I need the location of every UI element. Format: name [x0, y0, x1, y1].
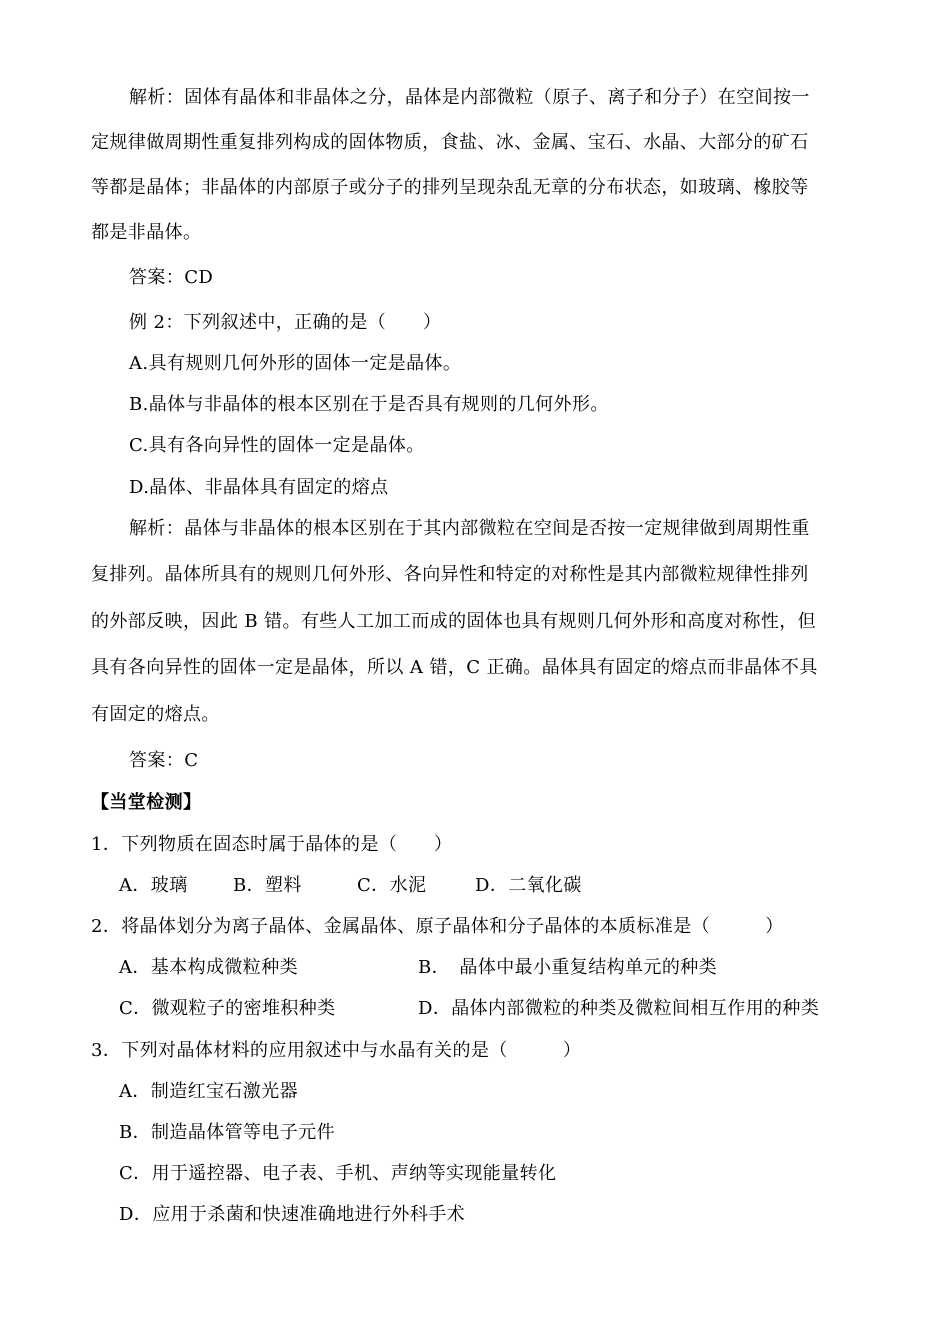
section-title: 【当堂检测】: [91, 792, 202, 813]
example2-analysis-line-5: 有固定的熔点。: [91, 704, 220, 725]
q2-option-d: D．晶体内部微粒的种类及微粒间相互作用的种类: [418, 998, 820, 1019]
example2-question: 例 2：下列叙述中，正确的是（ ）: [129, 312, 442, 333]
example2-option-a: A.具有规则几何外形的固体一定是晶体。: [129, 353, 462, 374]
example2-option-b: B.晶体与非晶体的根本区别在于是否具有规则的几何外形。: [129, 394, 609, 415]
example1-answer: 答案：CD: [129, 267, 214, 288]
example1-analysis-line-4: 都是非晶体。: [91, 222, 202, 243]
example2-answer: 答案：C: [129, 750, 199, 771]
example2-analysis-line-3: 的外部反映，因此 B 错。有些人工加工而成的固体也具有规则几何外形和高度对称性，但: [91, 611, 817, 632]
example2-option-c: C.具有各向异性的固体一定是晶体。: [129, 435, 425, 456]
q1-option-c: C．水泥: [357, 875, 427, 896]
example1-analysis-line-2: 定规律做周期性重复排列构成的固体物质，食盐、冰、金属、宝石、水晶、大部分的矿石: [91, 132, 809, 153]
q2-stem: 2．将晶体划分为离子晶体、金属晶体、原子晶体和分子晶体的本质标准是（ ）: [91, 916, 784, 937]
example2-analysis-line-4: 具有各向异性的固体一定是晶体，所以 A 错，C 正确。晶体具有固定的熔点而非晶体不具: [91, 657, 818, 678]
q2-options-row-2: [119, 997, 819, 1021]
q3-option-b: B．制造晶体管等电子元件: [119, 1122, 336, 1143]
example1-analysis-line-3: 等都是晶体；非晶体的内部原子或分子的排列呈现杂乱无章的分布状态，如玻璃、橡胶等: [91, 177, 809, 198]
q1-options: [119, 874, 582, 898]
q1-option-b: B．塑料: [233, 875, 302, 896]
example2-analysis-line-2: 复排列。晶体所具有的规则几何外形、各向异性和特定的对称性是其内部微粒规律性排列: [91, 564, 809, 585]
q3-option-c: C．用于遥控器、电子表、手机、声纳等实现能量转化: [119, 1163, 557, 1184]
example1-analysis-line-1: 解析：固体有晶体和非晶体之分，晶体是内部微粒（原子、离子和分子）在空间按一: [129, 87, 810, 108]
q2-options-row-1: [119, 956, 717, 980]
q1-stem: 1．下列物质在固态时属于晶体的是（ ）: [91, 834, 453, 855]
q3-option-a: A．制造红宝石激光器: [119, 1081, 298, 1102]
q3-stem: 3．下列对晶体材料的应用叙述中与水晶有关的是（ ）: [91, 1040, 582, 1061]
q2-option-b: B． 晶体中最小重复结构单元的种类: [418, 957, 718, 978]
q2-option-c: C．微观粒子的密堆积种类: [119, 998, 336, 1019]
example2-option-d: D.晶体、非晶体具有固定的熔点: [129, 477, 389, 498]
q3-option-d: D．应用于杀菌和快速准确地进行外科手术: [119, 1204, 466, 1225]
example2-analysis-line-1: 解析：晶体与非晶体的根本区别在于其内部微粒在空间是否按一定规律做到周期性重: [129, 518, 810, 539]
q1-option-d: D．二氧化碳: [475, 875, 582, 896]
q1-option-a: A．玻璃: [119, 875, 188, 896]
q2-option-a: A．基本构成微粒种类: [119, 957, 298, 978]
